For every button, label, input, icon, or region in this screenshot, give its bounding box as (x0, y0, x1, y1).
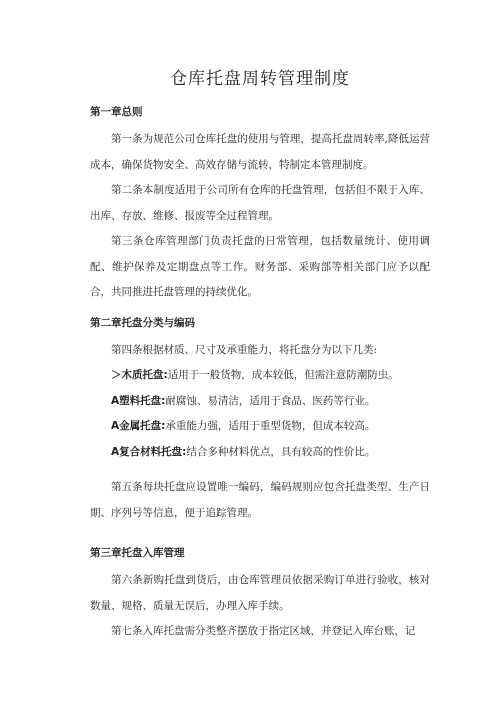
pallet-type-label: A塑料托盘: (111, 394, 166, 407)
pallet-type-item (90, 414, 430, 440)
pallet-type-desc: 耐腐蚀、易清洁，适用于食品、医药等行业。 (165, 394, 376, 407)
article-2: 第二条本制度适用于公司所有仓库的托盘管理，包括但不限于入库、出库、存放、维修、报废等全过程管理。 (90, 184, 430, 222)
article-4: 第四条根据材质、尺寸及承重能力，将托盘分为以下几类: (111, 343, 378, 356)
pallet-type-desc: 适用于一般货物，成本较低，但需注意防潮防虫。 (167, 369, 399, 381)
pallet-type-item (90, 389, 430, 415)
article-1: 第一条为规范公司仓库托盘的使用与管理，提高托盘周转率,降低运营成本，确保货物安全、高效存储与流转，特制定本管理制度。 (90, 133, 430, 171)
chapter-1-heading: 第一章总则 (90, 106, 143, 118)
chapter-3-heading: 第三章托盘入库管理 (90, 547, 185, 559)
pallet-type-item (90, 440, 430, 466)
pallet-type-label: ＞木质托盘: (111, 369, 168, 381)
chapter-2-heading: 第二章托盘分类与编码 (90, 316, 195, 329)
document-title: 仓库托盘周转管理制度 (170, 69, 350, 89)
spacer (90, 526, 430, 536)
pallet-type-label: A金属托盘: (111, 420, 166, 432)
pallet-type-label: A复合材料托盘: (111, 445, 187, 458)
article-7: 第七条入库托盘需分类整齐摆放于指定区域，并登记入库台账，记 (111, 625, 416, 637)
article-6: 第六条新购托盘到货后，由仓库管理员依据采购订单进行验收，核对数量、规格、质量无误后，办理入库手续。 (90, 574, 430, 612)
pallet-type-desc: 承重能力强，适用于重型货物，但成本较高。 (165, 420, 376, 432)
pallet-type-item (90, 363, 430, 389)
spacer (90, 465, 430, 475)
pallet-type-desc: 结合多种材料优点，具有较高的性价比。 (186, 445, 376, 458)
article-3: 第三条仓库管理部门负责托盘的日常管理，包括数量统计、使用调配、维护保养及定期盘点等工作。财务部、采购部等相关部门应予以配合，共同推进托盘管理的持续优化。 (90, 235, 430, 298)
article-5: 第五条每块托盘应设置唯一编码，编码规则应包含托盘类型、生产日期、序列号等信息，便于追踪管理。 (90, 481, 430, 519)
